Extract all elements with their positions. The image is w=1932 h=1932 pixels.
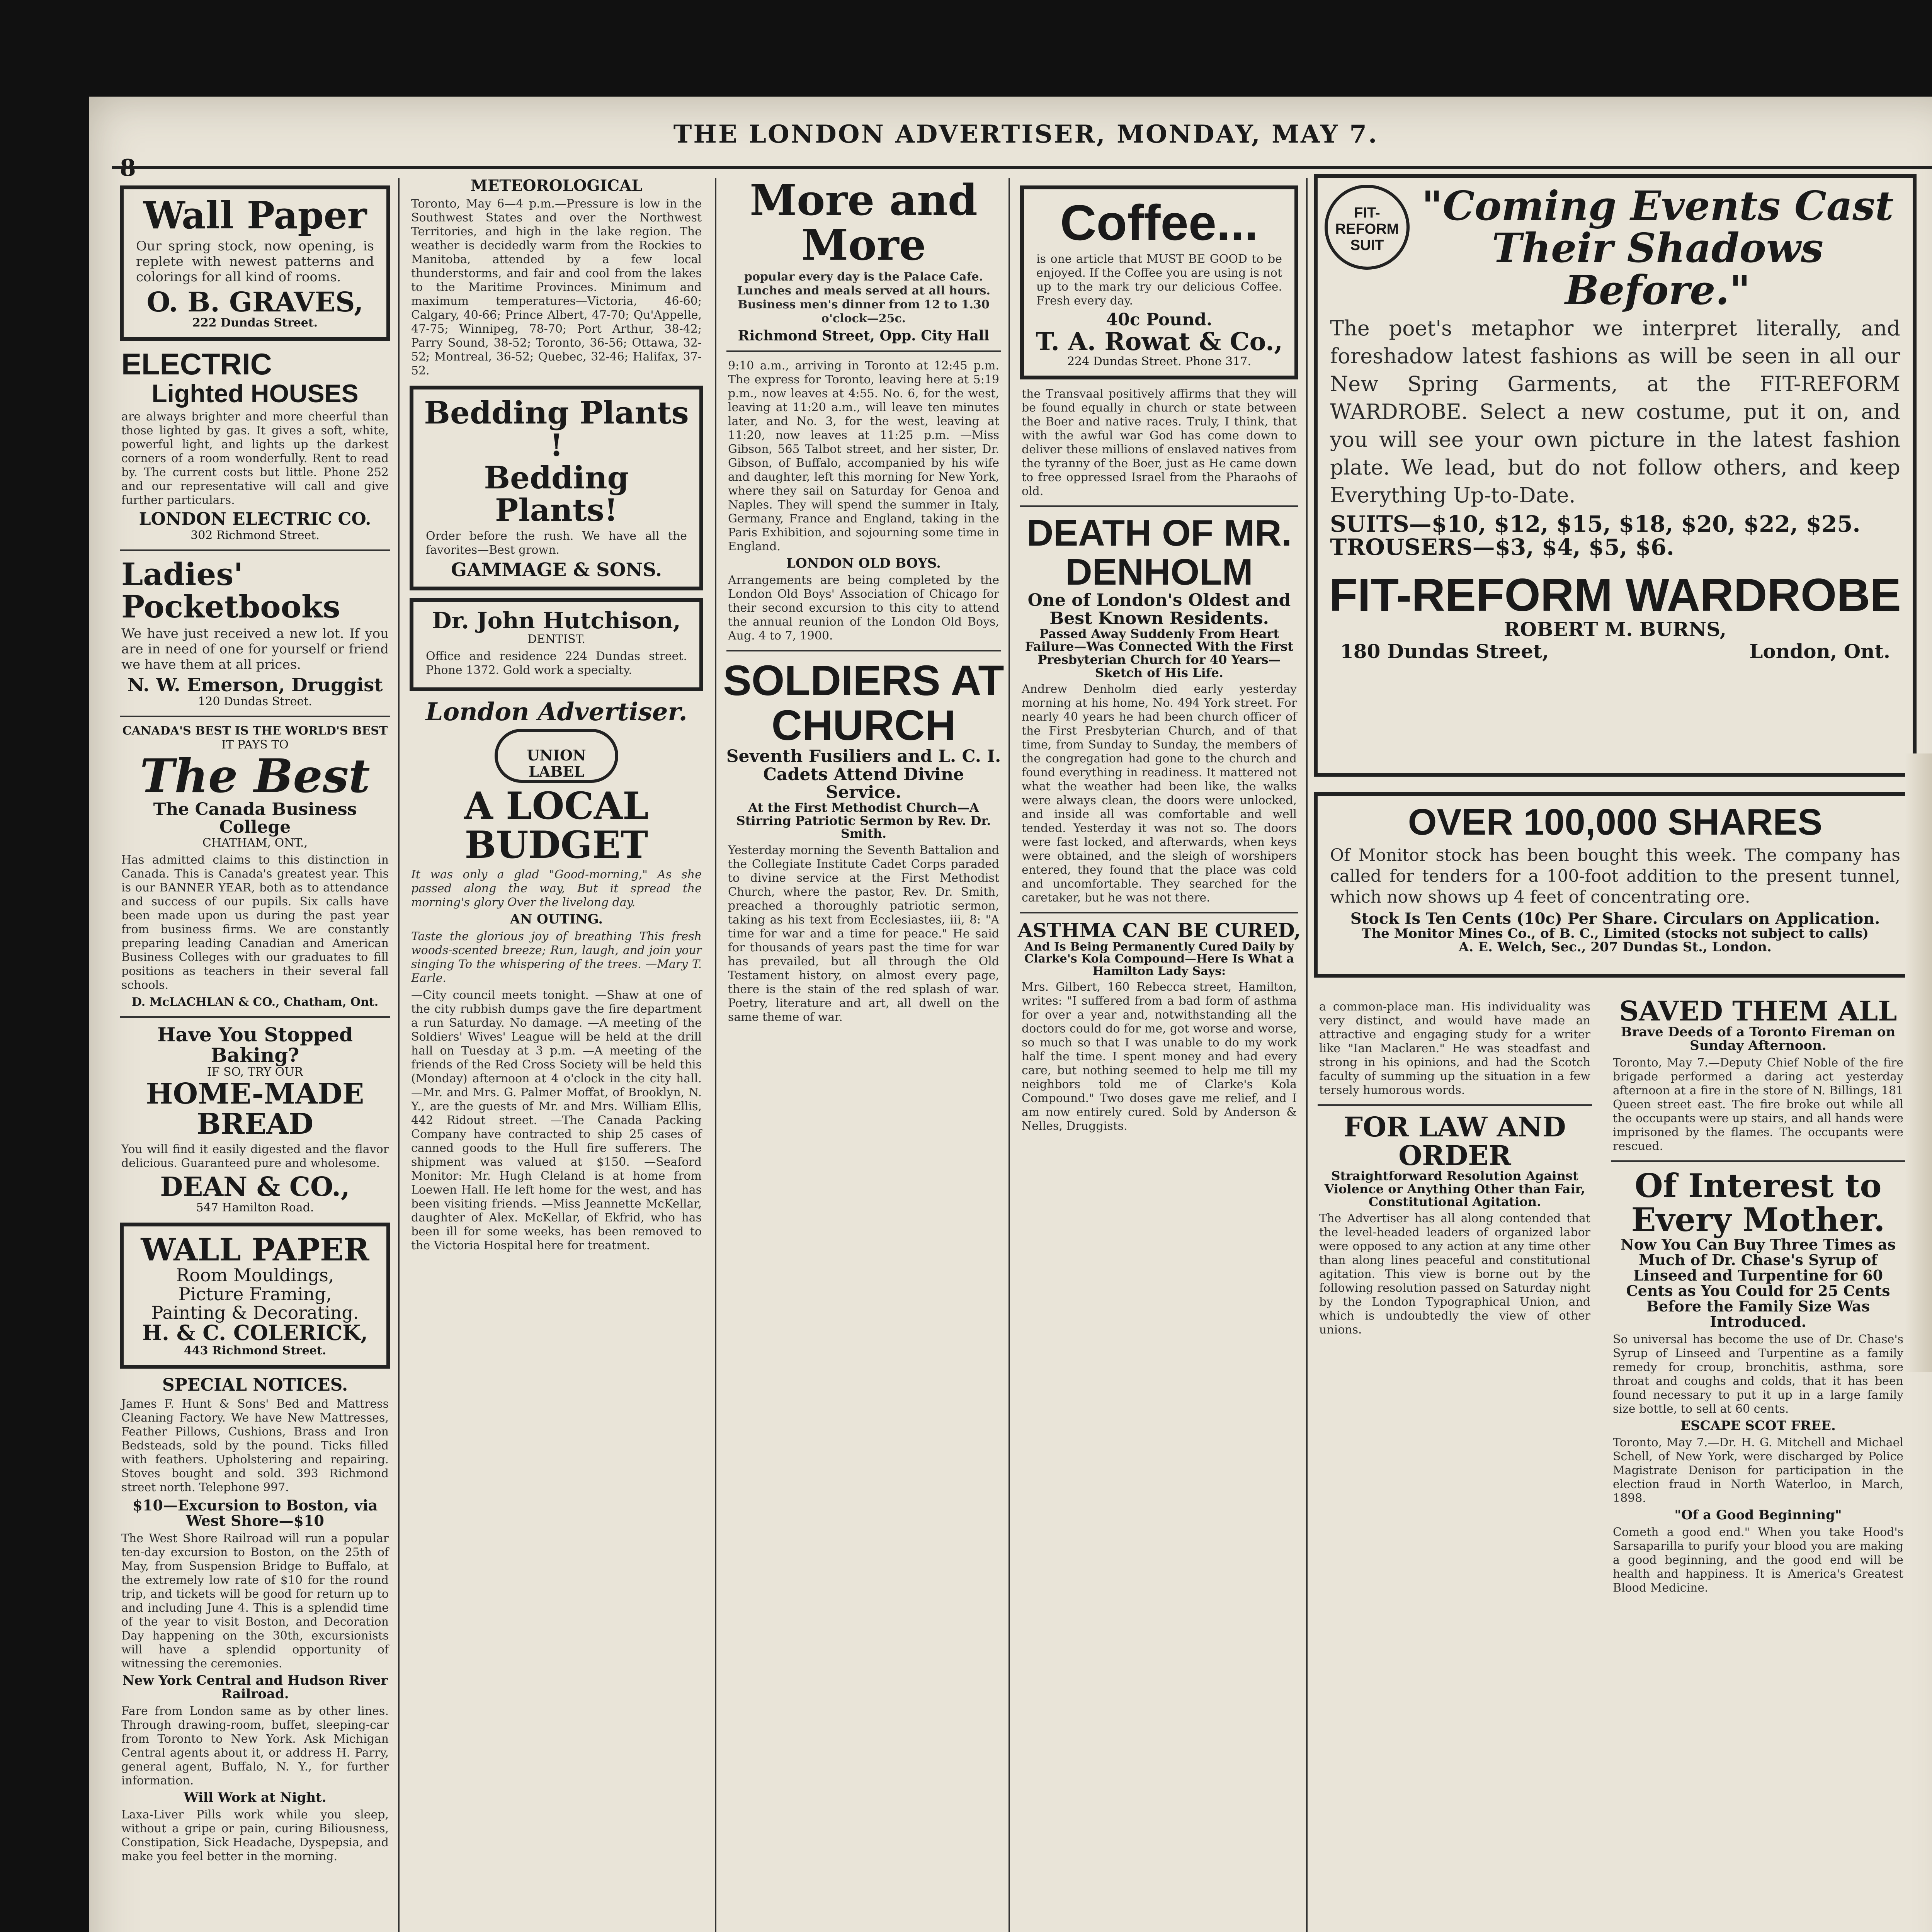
paper-title: London Advertiser. [425,697,687,727]
ad-title: Of Interest to Every Mother. [1631,1166,1885,1239]
ad-coffee [1020,185,1298,379]
union-label-icon: UNION LABEL [495,729,618,783]
ad-subtitle: Now You Can Buy Three Times as Much of Dr. Chase's Syrup of Linseed and Turpentine for 60 Cents as You Could for 25 Cents Before the Family Size Was Introduced. [1620,1236,1896,1330]
ad-city: CHATHAM, ONT., [202,836,308,850]
notice-heading: New York Central and Hudson River Railroad. [122,1672,388,1702]
ad-kicker: IT PAYS TO [221,738,289,752]
headline: ASTHMA CAN BE CURED, [1017,919,1301,942]
column-5 [1314,997,1596,1932]
divider [1318,1104,1592,1106]
ad-title: WALL PAPER [141,1231,369,1268]
column-divider [1306,178,1308,1932]
ad-line: Painting & Decorating. [151,1302,359,1323]
ad-name: DEAN & CO., [160,1171,350,1202]
ad-address: 180 Dundas Street, [1340,639,1549,663]
subheadline: At the First Methodist Church—A Stirring Patriotic Sermon by Rev. Dr. Smith. [736,800,991,841]
subheadline: And Is Being Permanently Cured Daily by Clarke's Kola Compound—Here Is What a Hamilton Lady Says: [1024,940,1294,978]
news-body: Andrew Denholm died early yesterday morning at his home, No. 494 York street. For nearly 40 years he had been church officer of the First Presbyterian Church, and of that time, from Sunday to Sunday, the members of the congregation had gone to the church and found everything in readiness. It mattered not what the weather had been like, the walks were always clean, the doors were unlocked, and inside all was comfortable and well tended. Yesterday it was not so. The doors were fast locked, and afterwards, when keys were obtained, and the sleigh of worshipers entered, they found that the place was cold and uncomfortable. They searched for the caretaker, but he was not there. [1022,682,1297,905]
news-body: 9:10 a.m., arriving in Toronto at 12:45 p.m. The express for Toronto, leaving here at 5:19 p.m., now leaves at 4:55. No. 6, for the west, leaving at 11:20 a.m., will leave ten minutes later, and No. 3, for the west, leaving at 11:20, now leaves at 11:25 p.m. —Miss Gibson, 565 Talbot street, and her sister, Dr. Gibson, of Buffalo, accompanied by his wife and daughter, left this morning for New York, where they sail on Saturday for Genoa and Naples. They will spend the summer in Italy, Germany, France and England, taking in the Paris Exhibition, and sojourning some time in England. [728,359,999,553]
ad-address: A. E. Welch, Sec., 207 Dundas St., London. [1459,939,1772,955]
column-3 [723,178,1005,1932]
divider [726,350,1001,352]
ad-kicker: DENTIST. [527,633,585,646]
news-body: Mrs. Gilbert, 160 Rebecca street, Hamilton, writes: "I suffered from a bad form of asthma for over a year and, notwithstanding all the doctors could do for me, got worse and worse, so much so that I was unable to do my work half the time. I spent money and had every care, but nothing seemed to help me till my neighbors told me of Clarke's Kola Compound." Two doses gave me relief, and I am now entirely cured. Sold by Anderson & Nelles, Druggists. [1022,980,1297,1133]
ad-body: The poet's metaphor we interpret literally, and foreshadow latest fashions as will be seen in all our New Spring Garments, at the FIT-REFORM WARDROBE. Select a new costume, put it on, and you will see your own picture in the latest fashion plate. We lead, but do not follow others, and keep Everything Up-to-Date. [1330,316,1900,507]
ad-signature: D. McLACHLAN & CO., Chatham, Ont. [131,995,379,1009]
ad-name: GAMMAGE & SONS. [451,559,662,581]
ad-company: The Monitor Mines Co., of B. C., Limited (stocks not subject to calls) [1362,925,1869,941]
page-number: 8 [120,155,136,182]
ad-title: OVER 100,000 SHARES [1408,801,1823,843]
ad-address-row [1340,640,1890,663]
ad-body: popular every day is the Palace Cafe. Lunches and meals served at all hours. Business men's dinner from 12 to 1.30 o'clock—25c. [737,270,990,325]
notice-body: The West Shore Railroad will run a popular ten-day excursion to Boston, on the 25th of May, from Suspension Bridge to Buffalo, at the extremely low rate of $10 for the round trip, and tickets will be good for return up to and including June 4. This is a splendid time of the year to visit Boston, and Decoration Day happening on the 30th, excursionists will have a splendid opportunity of witnessing the ceremonies. [121,1531,389,1670]
ad-electric [116,349,394,542]
notice-body: Fare from London same as by other lines. Through drawing-room, buffet, sleeping-car from Toronto to New York. Ask Michigan Central agents about it, or address H. Parry, general agent, Buffalo, N. Y., for further information. [121,1704,389,1788]
news-body: the Transvaal positively affirms that they will be found equally in church or state between the Boer and native races. Truly, I think, that with the awful war God has come down to deliver these millions of enslaved natives from the tyranny of the Boer, just as He came down to free oppressed Israel from the Pharaohs of old. [1022,387,1297,498]
column-4 [1016,178,1302,1932]
news-body: Toronto, May 7.—Deputy Chief Noble of the fire brigade performed a daring act yesterday afternoon at a fire in the store of N. Billings, 181 Queen street east. The fire broke out while all the occupants were up stairs, and all hands were imprisoned by the flames. The occupants were rescued. [1613,1056,1903,1153]
ad-name: FIT-REFORM WARDROBE [1329,569,1901,621]
ad-address: Richmond Street, Opp. City Hall [738,328,990,344]
ad-pocketbooks [116,558,394,709]
ad-line: Room Mouldings, [176,1265,334,1286]
notice-heading: $10—Excursion to Boston, via West Shore—$10 [132,1496,378,1529]
news-body: Toronto, May 7.—Dr. H. G. Mitchell and Michael Schell, of New York, were discharged by Police Magistrate Denison for participation in the election fraud in North Waterloo, in March, 1898. [1613,1436,1903,1505]
column-6 [1607,997,1909,1932]
masthead-rule [112,166,1932,169]
ad-address: 302 Richmond Street. [190,528,320,542]
torn-edge [1905,753,1932,1372]
news-body: a common-place man. His individuality was very distinct, and would have made an attractive and engaging study for a writer like "Ian Maclaren." He was steadfast and strong in his opinions, and had the Scotch faculty of summing up the situation in a few tersely humorous words. [1319,1000,1590,1097]
headline: FOR LAW AND ORDER [1344,1111,1566,1172]
union-label [410,729,703,783]
ad-body: Of Monitor stock has been bought this week. The company has called for tenders for a 100-foot addition to the present tunnel, which now shows up 4 feet of concentrating ore. [1330,845,1900,907]
news-body: Yesterday morning the Seventh Battalion and the Collegiate Institute Cadet Corps paraded to divine service at the First Methodist Church, where the pastor, Rev. Dr. Smith, preached a thoroughly patriotic sermon, taking as his text from Ecclesiastes, iii, 8: "A time for war and a time for peace." He said for thousands of years past the time for war has prevailed, but all through the Old Testament history, on almost every page, there is the stain of the red splash of war. Poetry, literature and art, all dwell on the same theme of war. [728,843,999,1024]
ad-name: N. W. Emerson, Druggist [127,674,383,696]
ad-title: "Coming Events Cast Their Shadows Before." [1422,182,1894,314]
ad-price: 40c Pound. [1106,310,1213,330]
ad-address: 443 Richmond Street. [184,1344,327,1357]
ad-header [1325,182,1906,314]
divider [1020,505,1298,507]
ad-address: 222 Dundas Street. [192,316,318,330]
divider [120,716,390,717]
headline: SOLDIERS AT CHURCH [723,657,1004,749]
ad-name: O. B. GRAVES, [146,286,364,318]
subheadline: Brave Deeds of a Toronto Fireman on Sunday Afternoon. [1621,1024,1896,1054]
ad-wallpaper-colerick [120,1223,390,1369]
divider [726,650,1001,651]
ad-body: Has admitted claims to this distinction in Canada. This is Canada's greatest year. This is our BANNER YEAR, both as to attendance and success of our pupils. Six calls have been made upon us during the past year from business firms. We are constantly preparing leading Canadian and American Business Colleges with our graduates to fill positions as teachers in their several fall schools. [121,853,389,992]
budget-body: —City council meets tonight. —Shaw at one of the city rubbish dumps gave the fire department a run Saturday. No damage. —A meeting of the Soldiers' Wives' League will be held at the drill hall on Tuesday at 3 p.m. —A meeting of the friends of the Red Cross Society will be held this (Monday) afternoon at 4 o'clock in the city hall. —Mr. and Mrs. G. Palmer Moffat, of Brooklyn, N. Y., are the guests of Mr. and Mrs. William Ellis, 442 Ridout street. —The Canada Packing Company have contracted to ship 25 cases of canned goods to the Hull fire sufferers. The shipment was valued at $150. —Seaford Monitor: Mr. Hugh Cleland is at home from Loewen Hall. He left home for the west, and has been visiting friends. —Miss Jeannette McKellar, daughter of Alex. McKellar, of Ekfrid, who has been ill for some weeks, has been removed to the Victoria Hospital here for treatment. [411,988,702,1252]
section-heading: METEOROLOGICAL [470,178,643,195]
newspaper-page [89,97,1932,1932]
ad-title: Wall Paper [143,194,367,237]
ad-title: Bedding Plants! [484,459,629,528]
column-1 [116,178,394,1932]
notice-body: Laxa-Liver Pills work while you sleep, without a gripe or pain, curing Biliousness, Constipation, Sick Headache, Dyspepsia, and make you feel better in the morning. [121,1808,389,1863]
subheading: LONDON OLD BOYS. [786,555,941,571]
divider [120,549,390,551]
ad-name: Dr. John Hutchison, [432,607,681,634]
ad-business-college [116,724,394,1009]
ad-body: Order before the rush. We have all the favorites—Best grown. [426,529,687,557]
ad-title: HOME-MADE BREAD [146,1077,364,1141]
subheadline: Straightforward Resolution Against Violence or Anything Other than Fair, Constitutional Agitation. [1324,1168,1585,1209]
subheadline: Seventh Fusiliers and L. C. I. Cadets Attend Divine Service. [726,747,1001,802]
ad-title: The Best [140,749,370,804]
ad-title: Coffee... [1060,194,1259,251]
divider [1020,912,1298,913]
ad-kicker: IF SO, TRY OUR [207,1065,303,1079]
divider [1611,1160,1905,1162]
ad-question: Have You Stopped Baking? [157,1023,353,1066]
ad-title: Ladies' Pocketbooks [121,556,340,625]
column-divider [398,178,400,1932]
ad-body: So universal has become the use of Dr. Chase's Syrup of Linseed and Turpentine as a family remedy for croup, bronchitis, asthma, sore throat and coughs and colds, that it has been found necessary to put it up in a large family size bottle, to sell at 60 cents. [1613,1332,1903,1416]
poem: Taste the glorious joy of breathing This fresh woods-scented breeze; Run, laugh, and join your singing To the whispering of the trees. —Mary T. Earle. [411,929,702,985]
ad-prices: SUITS—$10, $12, $15, $18, $20, $22, $25. [1330,510,1861,537]
subheadline: ESCAPE SCOT FREE. [1680,1418,1836,1434]
ad-title: More and More [750,178,978,270]
ad-address: 547 Hamilton Road. [196,1201,314,1215]
ad-line: Picture Framing, [178,1283,332,1304]
ad-bread [116,1025,394,1215]
subheadline: One of London's Oldest and Best Known Residents. [1027,590,1291,628]
column-2 [406,178,707,1932]
ad-fit-reform [1314,174,1917,777]
ad-body: are always brighter and more cheerful than those lighted by gas. It gives a soft, white, powerful light, and lights up the darkest corners of a room wonderfully. Rent to read by. The current costs but little. Phone 252 and our representative will call and give further particulars. [121,410,389,507]
ad-price: Stock Is Ten Cents (10c) Per Share. Circulars on Application. [1350,909,1880,928]
notice-heading: Will Work at Night. [184,1790,327,1806]
section-heading: A LOCAL BUDGET [464,784,649,867]
ad-address: 224 Dundas Street. Phone 317. [1067,354,1252,368]
ad-body: Office and residence 224 Dundas street. Phone 1372. Gold work a specialty. [426,650,687,677]
ad-name: LONDON ELECTRIC CO. [139,509,371,529]
ad-body: Our spring stock, now opening, is replete with newest patterns and colorings for all kind of rooms. [136,238,374,285]
headline: SAVED THEM ALL [1619,997,1897,1027]
news-body: Arrangements are being completed by the London Old Boys' Association of Chicago for their second excursion to this city to attend the annual reunion of the London Old Boys, Aug. 4 to 7, 1900. [728,573,999,643]
ad-title: Bedding Plants ! [424,395,689,463]
ad-body: Cometh a good end." When you take Hood's Sarsaparilla to purify your blood you are making a good beginning, and the good end will be health and happiness. It is America's Greatest Blood Medicine. [1613,1525,1903,1595]
ad-dentist [410,598,703,691]
headline: DEATH OF MR. DENHOLM [1026,512,1292,593]
ad-name: The Canada Business College [153,799,357,837]
column-divider [715,178,716,1932]
ad-name: H. & C. COLERICK, [142,1320,368,1345]
ad-city: London, Ont. [1749,639,1890,663]
news-body: The Advertiser has all along contended that the level-headed leaders of organized labor were opposed to any action at any time other than along lines peaceful and constitutional agitation. This view is borne out by the following resolution passed on Saturday night by the London Typographical Union, and which is undoubtedly the view of other unions. [1319,1211,1590,1337]
ad-title: ELECTRIC [121,347,272,381]
divider [120,1016,390,1018]
section-heading: SPECIAL NOTICES. [162,1375,348,1395]
ad-monitor-shares [1314,792,1917,978]
ad-body: We have just received a new lot. If you are in need of one for yourself or friend we have them at all prices. [121,626,389,672]
ad-wallpaper-graves [120,185,390,341]
ad-body: You will find it easily digested and the flavor delicious. Guaranteed pure and wholesome. [121,1142,389,1170]
ad-bedding [410,386,703,590]
fit-reform-emblem-icon: FIT-REFORM SUIT [1325,185,1410,270]
masthead: THE LONDON ADVERTISER, MONDAY, MAY 7. [673,120,1379,149]
subheadline: "Of a Good Beginning" [1674,1507,1842,1523]
ad-kicker: CANADA'S BEST IS THE WORLD'S BEST [122,724,388,738]
ad-address: 120 Dundas Street. [198,695,312,709]
ad-prices: TROUSERS—$3, $4, $5, $6. [1330,534,1674,561]
ad-subtitle: Lighted HOUSES [151,379,359,408]
poem: It was only a glad "Good-morning," As she passed along the way, But it spread the morning's glory Over the livelong day. [411,868,702,910]
subheading: AN OUTING. [510,912,603,927]
ad-name: T. A. Rowat & Co., [1036,327,1283,356]
column-divider [1009,178,1010,1932]
ad-body: is one article that MUST BE GOOD to be enjoyed. If the Coffee you are using is not up to the mark try our delicious Coffee. Fresh every day. [1036,252,1282,308]
subheadline: Passed Away Suddenly From Heart Failure—Was Connected With the First Presbyterian Church for 40 Years—Sketch of His Life. [1025,626,1294,680]
ad-proprietor: ROBERT M. BURNS, [1504,618,1726,641]
notice-body: James F. Hunt & Sons' Bed and Mattress Cleaning Factory. We have New Mattresses, Feather Pillows, Cushions, Brass and Iron Bedsteads, sold by the pound. Ticks filled with feathers. Upholstering and repairing. Stoves bought and sold. 393 Richmond street north. Telephone 997. [121,1397,389,1494]
weather-body: Toronto, May 6—4 p.m.—Pressure is low in the Southwest States and over the Northwest Territories, and high in the lake region. The weather is decidedly warm from the Rockies to Manitoba, attended by a few local thunderstorms, and fair and cool from the lakes to the Maritime Provinces. Minimum and maximum temperatures—Victoria, 46-60; Calgary, 40-66; Prince Albert, 47-70; Qu'Appelle, 47-75; Winnipeg, 78-70; Port Arthur, 38-42; Parry Sound, 38-52; Toronto, 36-56; Ottawa, 32-52; Montreal, 36-52; Quebec, 32-46; Halifax, 37-52. [411,197,702,378]
